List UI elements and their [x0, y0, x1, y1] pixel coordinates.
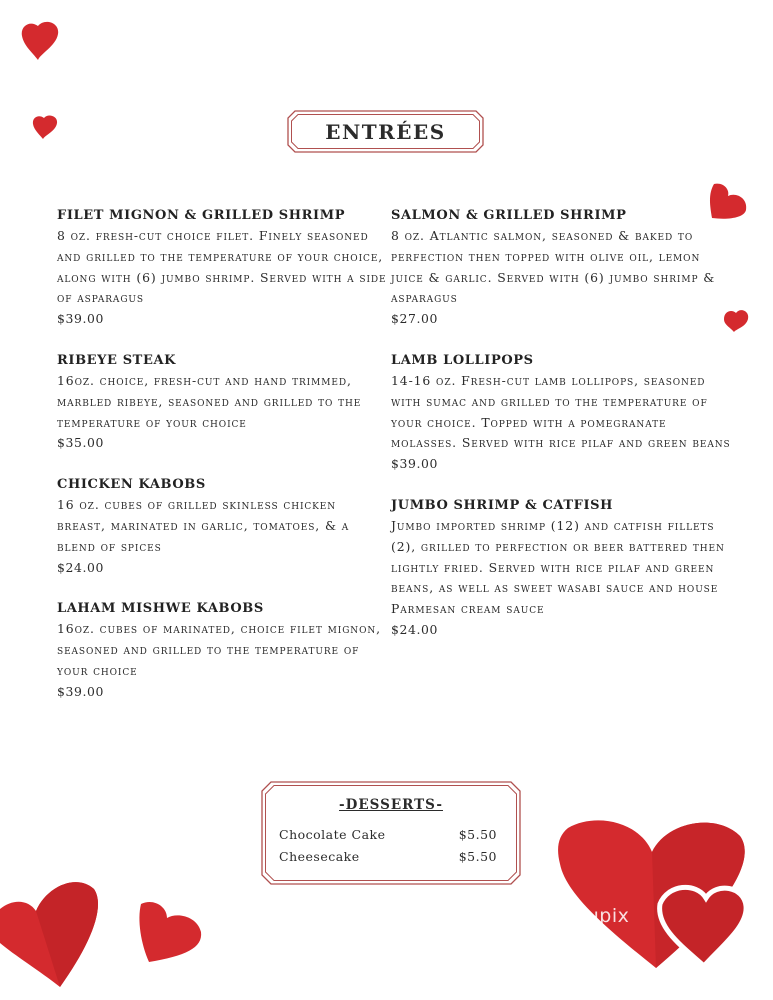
- menu-column-left: [57, 205, 387, 723]
- item-name: FILET MIGNON & GRILLED SHRIMP: [57, 208, 346, 223]
- section-title-frame: [287, 110, 484, 153]
- item-description: 16oz. choice, fresh-cut and hand trimmed, marbled ribeye, seasoned and grilled to the temperature of your choice: [57, 372, 362, 430]
- page-title: ENTRÉES: [325, 119, 446, 144]
- dessert-row: [279, 827, 497, 842]
- dessert-price: $5.50: [458, 827, 497, 842]
- item-price: $35.00: [57, 435, 104, 451]
- item-name: CHICKEN KABOBS: [57, 477, 206, 493]
- item-description: Jumbo imported shrimp (12) and catfish fillets (2), grilled to perfection or beer battered then lightly fried. Served with rice pilaf and green beans, as well as sweet wasabi sauce and house Parmesan cream sauce: [391, 517, 725, 617]
- heart-icon: [137, 898, 207, 968]
- item-price: $27.00: [391, 311, 438, 327]
- heart-icon: [0, 873, 100, 993]
- item-description: 16 oz. cubes of grilled skinless chicken breast, marinated in garlic, tomatoes, & a blend of spices: [57, 497, 350, 554]
- desserts-panel: [261, 781, 521, 885]
- dessert-price: $5.50: [458, 849, 497, 864]
- heart-icon: [31, 114, 59, 140]
- heart-icon: [18, 20, 64, 62]
- item-price: $24.00: [391, 621, 438, 637]
- item-name: RIBEYE STEAK: [57, 352, 177, 368]
- item-price: $39.00: [57, 683, 104, 699]
- menu-column-right: [391, 205, 731, 661]
- item-name: LAHAM MISHWE KABOBS: [57, 601, 264, 617]
- menu-item: [391, 495, 731, 641]
- item-description: 14-16 oz. Fresh-cut lamb lollipops, seasoned with sumac and grilled to the temperature of your choice. Topped with a pomegranate molasses. Served with rice pilaf and green beans: [391, 372, 731, 451]
- heart-icon: [556, 818, 748, 974]
- menu-item: [57, 350, 387, 454]
- item-price: $24.00: [57, 559, 104, 575]
- item-name: LAMB LOLLIPOPS: [391, 352, 534, 368]
- item-description: 8 oz. fresh-cut choice filet. Finely seasoned and grilled to the temperature of your choice, along with (6) jumbo shrimp. Served with a side of asparagus: [57, 228, 387, 306]
- item-price: $39.00: [391, 456, 438, 472]
- item-description: 16oz. cubes of marinated, choice filet mignon, seasoned and grilled to the temperature of your choice: [57, 621, 381, 678]
- item-name: JUMBO SHRIMP & CATFISH: [391, 497, 614, 513]
- item-name: SALMON & GRILLED SHRIMP: [391, 208, 627, 223]
- dessert-row: [279, 849, 497, 864]
- item-price: $39.00: [57, 311, 104, 327]
- dessert-name: Chocolate Cake: [279, 827, 386, 842]
- dessert-name: Cheesecake: [279, 849, 360, 864]
- desserts-title: -DESSERTS-: [339, 797, 443, 813]
- menu-item: [57, 205, 387, 330]
- menu-item: [391, 350, 731, 475]
- watermark: menupix: [543, 905, 630, 927]
- menu-item: [57, 598, 387, 702]
- menu-item: [391, 205, 731, 330]
- item-description: 8 oz. Atlantic salmon, seasoned & baked to perfection then topped with olive oil, lemon juice & garlic. Served with (6) jumbo shrimp & asparagus: [391, 228, 716, 306]
- menu-item: [57, 474, 387, 578]
